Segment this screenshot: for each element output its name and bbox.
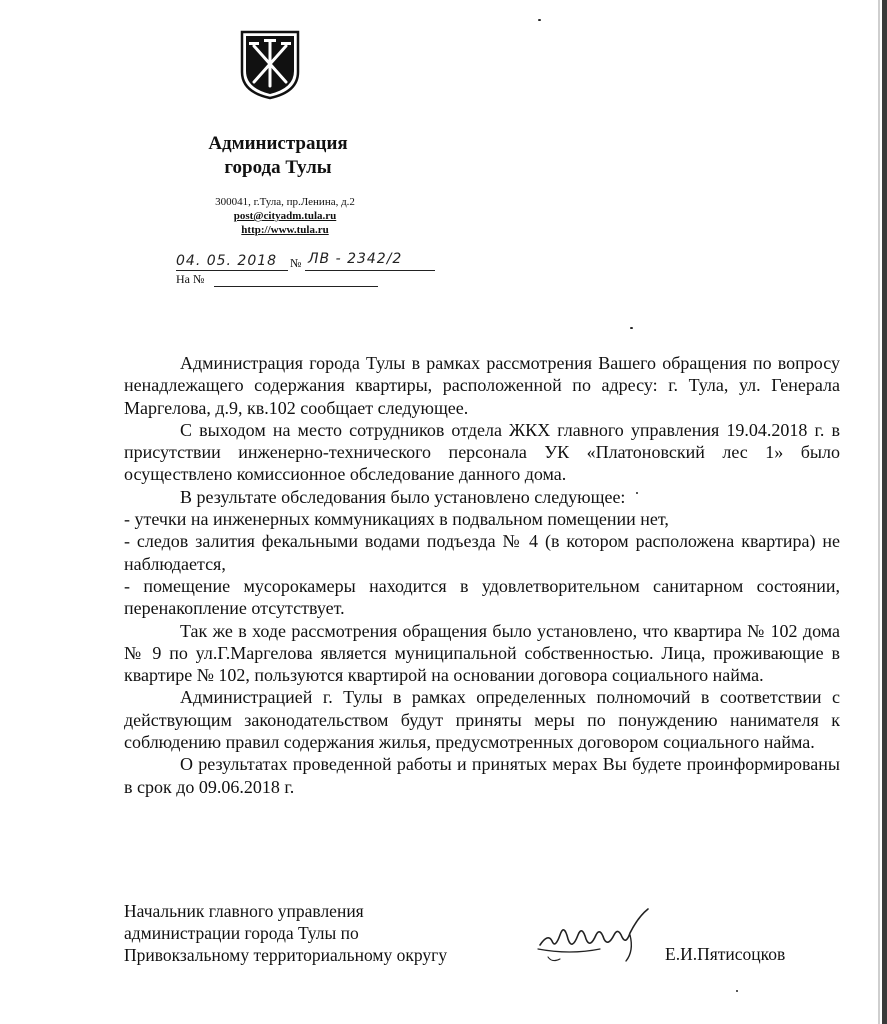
signatory-title — [124, 900, 447, 966]
list-item: - утечки на инженерных коммуникациях в подвальном помещении нет, — [124, 509, 669, 530]
signatory-name: Е.И.Пятисоцков — [665, 944, 786, 964]
postal-address: 300041, г.Тула, пр.Ленина, д.2 — [215, 196, 355, 208]
number-underline — [305, 270, 435, 271]
signatory-title-line3: Привокзальному территориальному округу — [124, 945, 448, 965]
org-title-line2: города Тулы — [224, 157, 332, 178]
tula-coat-of-arms-icon — [240, 30, 300, 100]
website-link[interactable]: http://www.tula.ru — [241, 224, 329, 236]
reply-to-underline — [214, 286, 378, 287]
org-title-line1: Администрация — [208, 133, 348, 154]
reply-to-label: На № — [176, 272, 205, 286]
scan-edge-shadow — [878, 0, 880, 1024]
date-underline — [176, 270, 288, 271]
scan-edge — [882, 0, 887, 1024]
list-item: - помещение мусорокамеры находится в удовлетворительном санитарном состоянии, перенакопление отсутствует. — [124, 575, 840, 619]
handwritten-signature — [530, 905, 665, 965]
registration-date: 04. 05. 2018 — [176, 253, 278, 269]
signatory-title-line1: Начальник главного управления — [124, 901, 364, 921]
scan-speck — [630, 327, 633, 329]
letter-body — [124, 352, 840, 798]
paragraph: О результатах проведенной работы и принятых мерах Вы будете проинформированы в срок до 09.06.2018 г. — [124, 754, 840, 797]
scan-speck — [538, 19, 541, 21]
number-label: № — [290, 256, 302, 270]
email-link[interactable]: post@cityadm.tula.ru — [233, 210, 337, 222]
paragraph: Так же в ходе рассмотрения обращения было установлено, что квартира № 102 дома № 9 по ул.Г.Маргелова является муниципальной собственностью. Лица, проживающие в квартире № 102, пользуются квартирой на основании договора социального найма. — [124, 620, 840, 686]
registration-number: ЛВ - 2342/2 — [308, 251, 403, 267]
paragraph: Администрацией г. Тулы в рамках определенных полномочий в соответствии с действующим законодательством будут приняты меры по понуждению нанимателя к соблюдению правил содержания жилья, предусмотренных договором социального найма. — [124, 687, 840, 753]
paragraph: В результате обследования было установлено следующее: — [180, 486, 626, 507]
list-item: - следов залития фекальными водами подъезда № 4 (в котором расположена квартира) не наблюдается, — [124, 531, 840, 574]
paragraph: С выходом на место сотрудников отдела ЖКХ главного управления 19.04.2018 г. в присутствии инженерно-технического персонала УК «Платоновский лес 1» было осуществлено комиссионное обследование данного дома. — [124, 419, 840, 485]
scan-speck — [736, 990, 738, 992]
paragraph: Администрация города Тулы в рамках рассмотрения Вашего обращения по вопросу ненадлежащего содержания квартиры, расположенной по адресу: г. Тула, ул. Генерала Маргелова, д.9, кв.102 сообщает следующее. — [124, 353, 840, 418]
signatory-title-line2: администрации города Тулы по — [124, 923, 359, 943]
